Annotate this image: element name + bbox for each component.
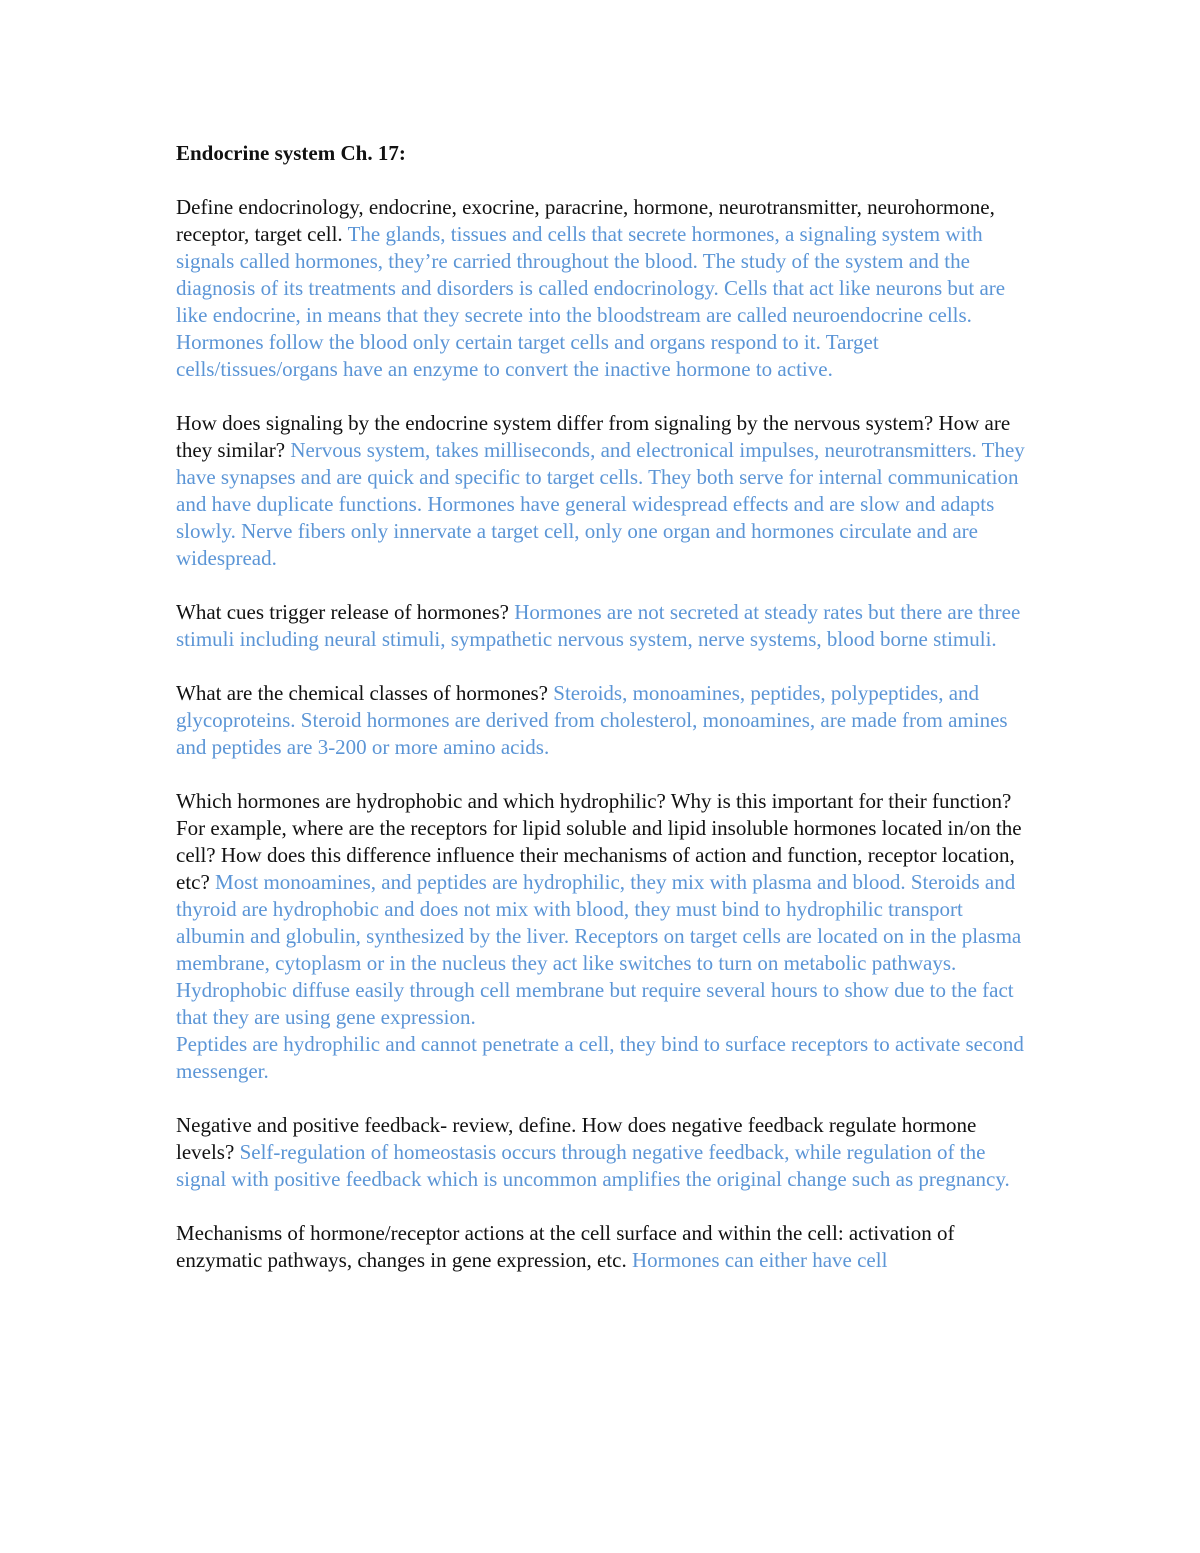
answer-text: Self-regulation of homeostasis occurs through negative feedback, while regulation of the signal with positive feedback which is uncommon amplifies the original change such as pregnancy. — [176, 1140, 1010, 1191]
answer-text: The glands, tissues and cells that secrete hormones, a signaling system with signals called hormones, they’re carried throughout the blood. The study of the system and the diagnosis of its treatments and disorders is called endocrinology. Cells that act like neurons but are like endocrine, in means that they secrete into the bloodstream are called neuroendocrine cells. Hormones follow the blood only certain target cells and organs respond to it. Target cells/tissues/organs have an enzyme to convert the inactive hormone to active. — [176, 222, 1006, 381]
paragraph-cues — [176, 599, 1026, 653]
question-text: Negative and positive feedback- review, define. How does negative feedback regulate hormone levels? — [176, 1113, 977, 1164]
question-text: Mechanisms of hormone/receptor actions at the cell surface and within the cell: activation of enzymatic pathways, changes in gene expression, etc. — [176, 1221, 955, 1272]
answer-text: Steroids, monoamines, peptides, polypeptides, and glycoproteins. Steroid hormones are derived from cholesterol, monoamines, are made from amines and peptides are 3-200 or more amino acids. — [176, 681, 1008, 759]
answer-text: Hormones can either have cell — [632, 1248, 888, 1272]
paragraph-hydrophobic — [176, 788, 1026, 1085]
answer-text: Hormones are not secreted at steady rates but there are three stimuli including neural stimuli, sympathetic nervous system, nerve systems, blood borne stimuli. — [176, 600, 1021, 651]
paragraph-feedback — [176, 1112, 1026, 1193]
question-text: Define endocrinology, endocrine, exocrine, paracrine, hormone, neurotransmitter, neurohormone, receptor, target cell. — [176, 195, 995, 246]
question-text: What cues trigger release of hormones? — [176, 600, 509, 624]
answer-text: Most monoamines, and peptides are hydrophilic, they mix with plasma and blood. Steroids and thyroid are hydrophobic and does not mix with blood, they must bind to hydrophilic transport albumin and globulin, synthesized by the liver. Receptors on target cells are located on in the plasma membrane, cytoplasm or in the nucleus they act like switches to turn on metabolic pathways. Hydrophobic diffuse easily through cell membrane but require several hours to show due to the fact that they are using gene expression. — [176, 870, 1022, 1029]
question-text: Which hormones are hydrophobic and which hydrophilic? Why is this important for their function? For example, where are the receptors for lipid soluble and lipid insoluble hormones located in/on the cell? How does this difference influence their mechanisms of action and function, receptor location, etc? — [176, 789, 1022, 894]
paragraph-signaling — [176, 410, 1026, 572]
answer-text-continued: Peptides are hydrophilic and cannot penetrate a cell, they bind to surface receptors to activate second messenger. — [176, 1032, 1024, 1083]
paragraph-mechanisms — [176, 1220, 1026, 1274]
paragraph-definitions — [176, 194, 1026, 383]
document-body — [176, 140, 1026, 1301]
question-text: What are the chemical classes of hormones? — [176, 681, 549, 705]
document-title: Endocrine system Ch. 17: — [176, 141, 406, 165]
question-text: How does signaling by the endocrine system differ from signaling by the nervous system? How are they similar? — [176, 411, 1011, 462]
paragraph-chemical-classes — [176, 680, 1026, 761]
answer-text: Nervous system, takes milliseconds, and electronical impulses, neurotransmitters. They have synapses and are quick and specific to target cells. They both serve for internal communication and have duplicate functions. Hormones have general widespread effects and are slow and adapts slowly. Nerve fibers only innervate a target cell, only one organ and hormones circulate and are widespread. — [176, 438, 1025, 570]
